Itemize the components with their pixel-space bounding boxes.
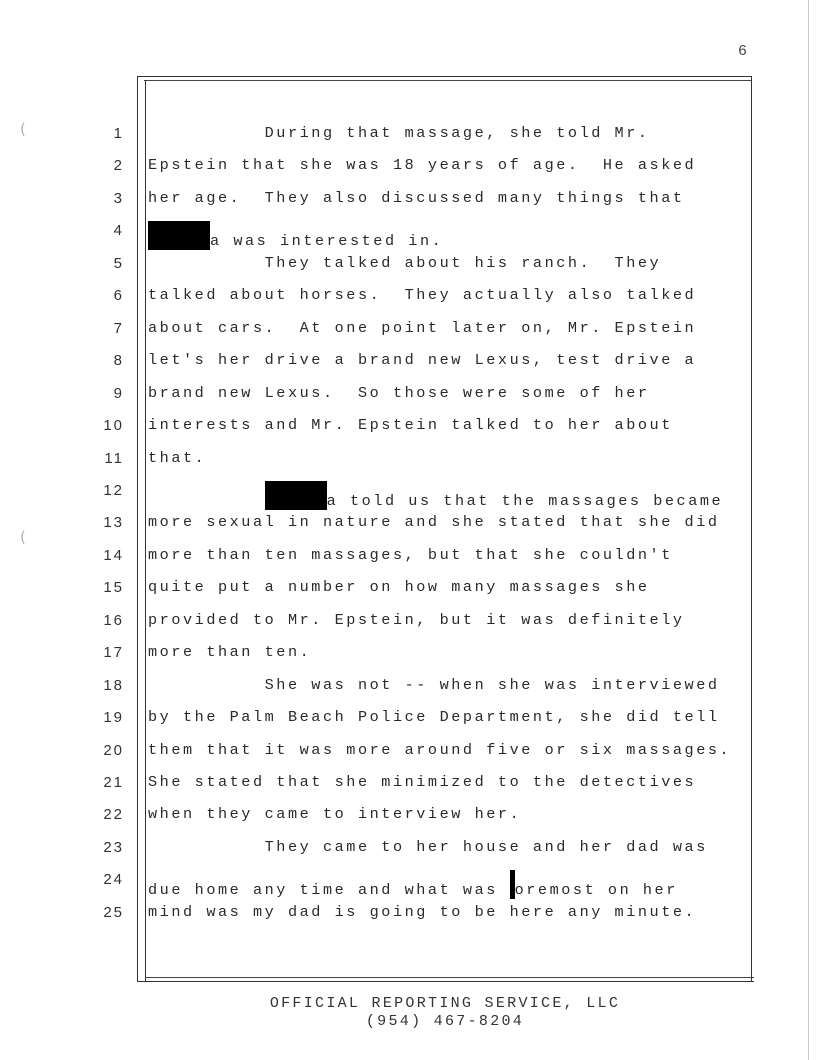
line-text-after-redaction: oremost on her (514, 881, 678, 899)
line-number: 7 (113, 320, 124, 337)
line-number: 13 (103, 514, 124, 531)
line-number: 18 (103, 677, 124, 694)
line-number: 11 (104, 450, 124, 467)
redaction-block (148, 221, 210, 250)
line-number: 12 (103, 482, 124, 499)
frame-border (137, 981, 754, 982)
transcript-line (148, 870, 678, 899)
page-number: 6 (738, 43, 748, 60)
transcript-line: about cars. At one point later on, Mr. Epstein (148, 319, 697, 337)
redaction-block (265, 481, 327, 510)
line-number: 8 (113, 352, 124, 369)
line-number: 20 (103, 742, 124, 759)
transcript-line: mind was my dad is going to be here any minute. (148, 903, 697, 921)
transcript-line (148, 221, 443, 250)
line-number: 25 (103, 904, 124, 921)
frame-border (144, 80, 751, 81)
line-text-after-redaction: a was interested in. (210, 232, 444, 250)
transcript-line: that. (148, 449, 207, 467)
transcript-line: talked about horses. They actually also talked (148, 286, 697, 304)
line-number: 9 (113, 385, 124, 402)
margin-mark: ( (20, 528, 26, 546)
transcript-line: She stated that she minimized to the detectives (148, 773, 697, 791)
transcript-line: During that massage, she told Mr. (148, 124, 650, 142)
line-text-before-redaction: due home any time and what was (148, 881, 510, 899)
transcript-line: They talked about his ranch. They (148, 254, 662, 272)
margin-mark: ( (20, 120, 26, 138)
transcript-line: more than ten. (148, 643, 312, 661)
transcript-line: interests and Mr. Epstein talked to her about (148, 416, 673, 434)
line-number: 5 (113, 255, 124, 272)
line-number: 15 (103, 579, 124, 596)
transcript-line: quite put a number on how many massages she (148, 578, 650, 596)
line-number: 6 (113, 287, 124, 304)
transcript-line: more sexual in nature and she stated that she did (148, 513, 720, 531)
line-number: 19 (103, 709, 124, 726)
line-text-before-redaction (148, 492, 265, 510)
footer-phone: (954) 467-8204 (365, 1013, 525, 1030)
frame-border (751, 76, 752, 982)
line-number: 14 (103, 547, 124, 564)
frame-border (145, 80, 146, 982)
line-number: 21 (103, 774, 124, 791)
transcript-line: more than ten massages, but that she couldn't (148, 546, 673, 564)
transcript-line: when they came to interview her. (148, 805, 522, 823)
line-number: 22 (103, 806, 124, 823)
line-number: 10 (103, 417, 124, 434)
line-number: 24 (103, 871, 124, 888)
page-edge (808, 0, 809, 1060)
transcript-line: her age. They also discussed many things that (148, 189, 685, 207)
transcript-line: brand new Lexus. So those were some of her (148, 384, 650, 402)
transcript-line: provided to Mr. Epstein, but it was definitely (148, 611, 685, 629)
transcript-line: let's her drive a brand new Lexus, test drive a (148, 351, 697, 369)
transcript-line (148, 481, 723, 510)
frame-border (137, 76, 138, 982)
line-number: 16 (103, 612, 124, 629)
line-text-after-redaction: a told us that the massages became (326, 492, 724, 510)
line-number: 1 (113, 125, 124, 142)
transcript-line: by the Palm Beach Police Department, she did tell (148, 708, 720, 726)
frame-border (137, 76, 751, 77)
line-number: 3 (113, 190, 124, 207)
line-number: 23 (103, 839, 124, 856)
line-number: 2 (113, 157, 124, 174)
line-number: 4 (113, 222, 124, 239)
footer-company: OFFICIAL REPORTING SERVICE, LLC (269, 995, 621, 1012)
transcript-line: She was not -- when she was interviewed (148, 676, 720, 694)
transcript-line: They came to her house and her dad was (148, 838, 708, 856)
transcript-line: Epstein that she was 18 years of age. He asked (148, 156, 697, 174)
transcript-line: them that it was more around five or six massages. (148, 741, 732, 759)
line-number: 17 (103, 644, 124, 661)
frame-border (145, 977, 754, 978)
